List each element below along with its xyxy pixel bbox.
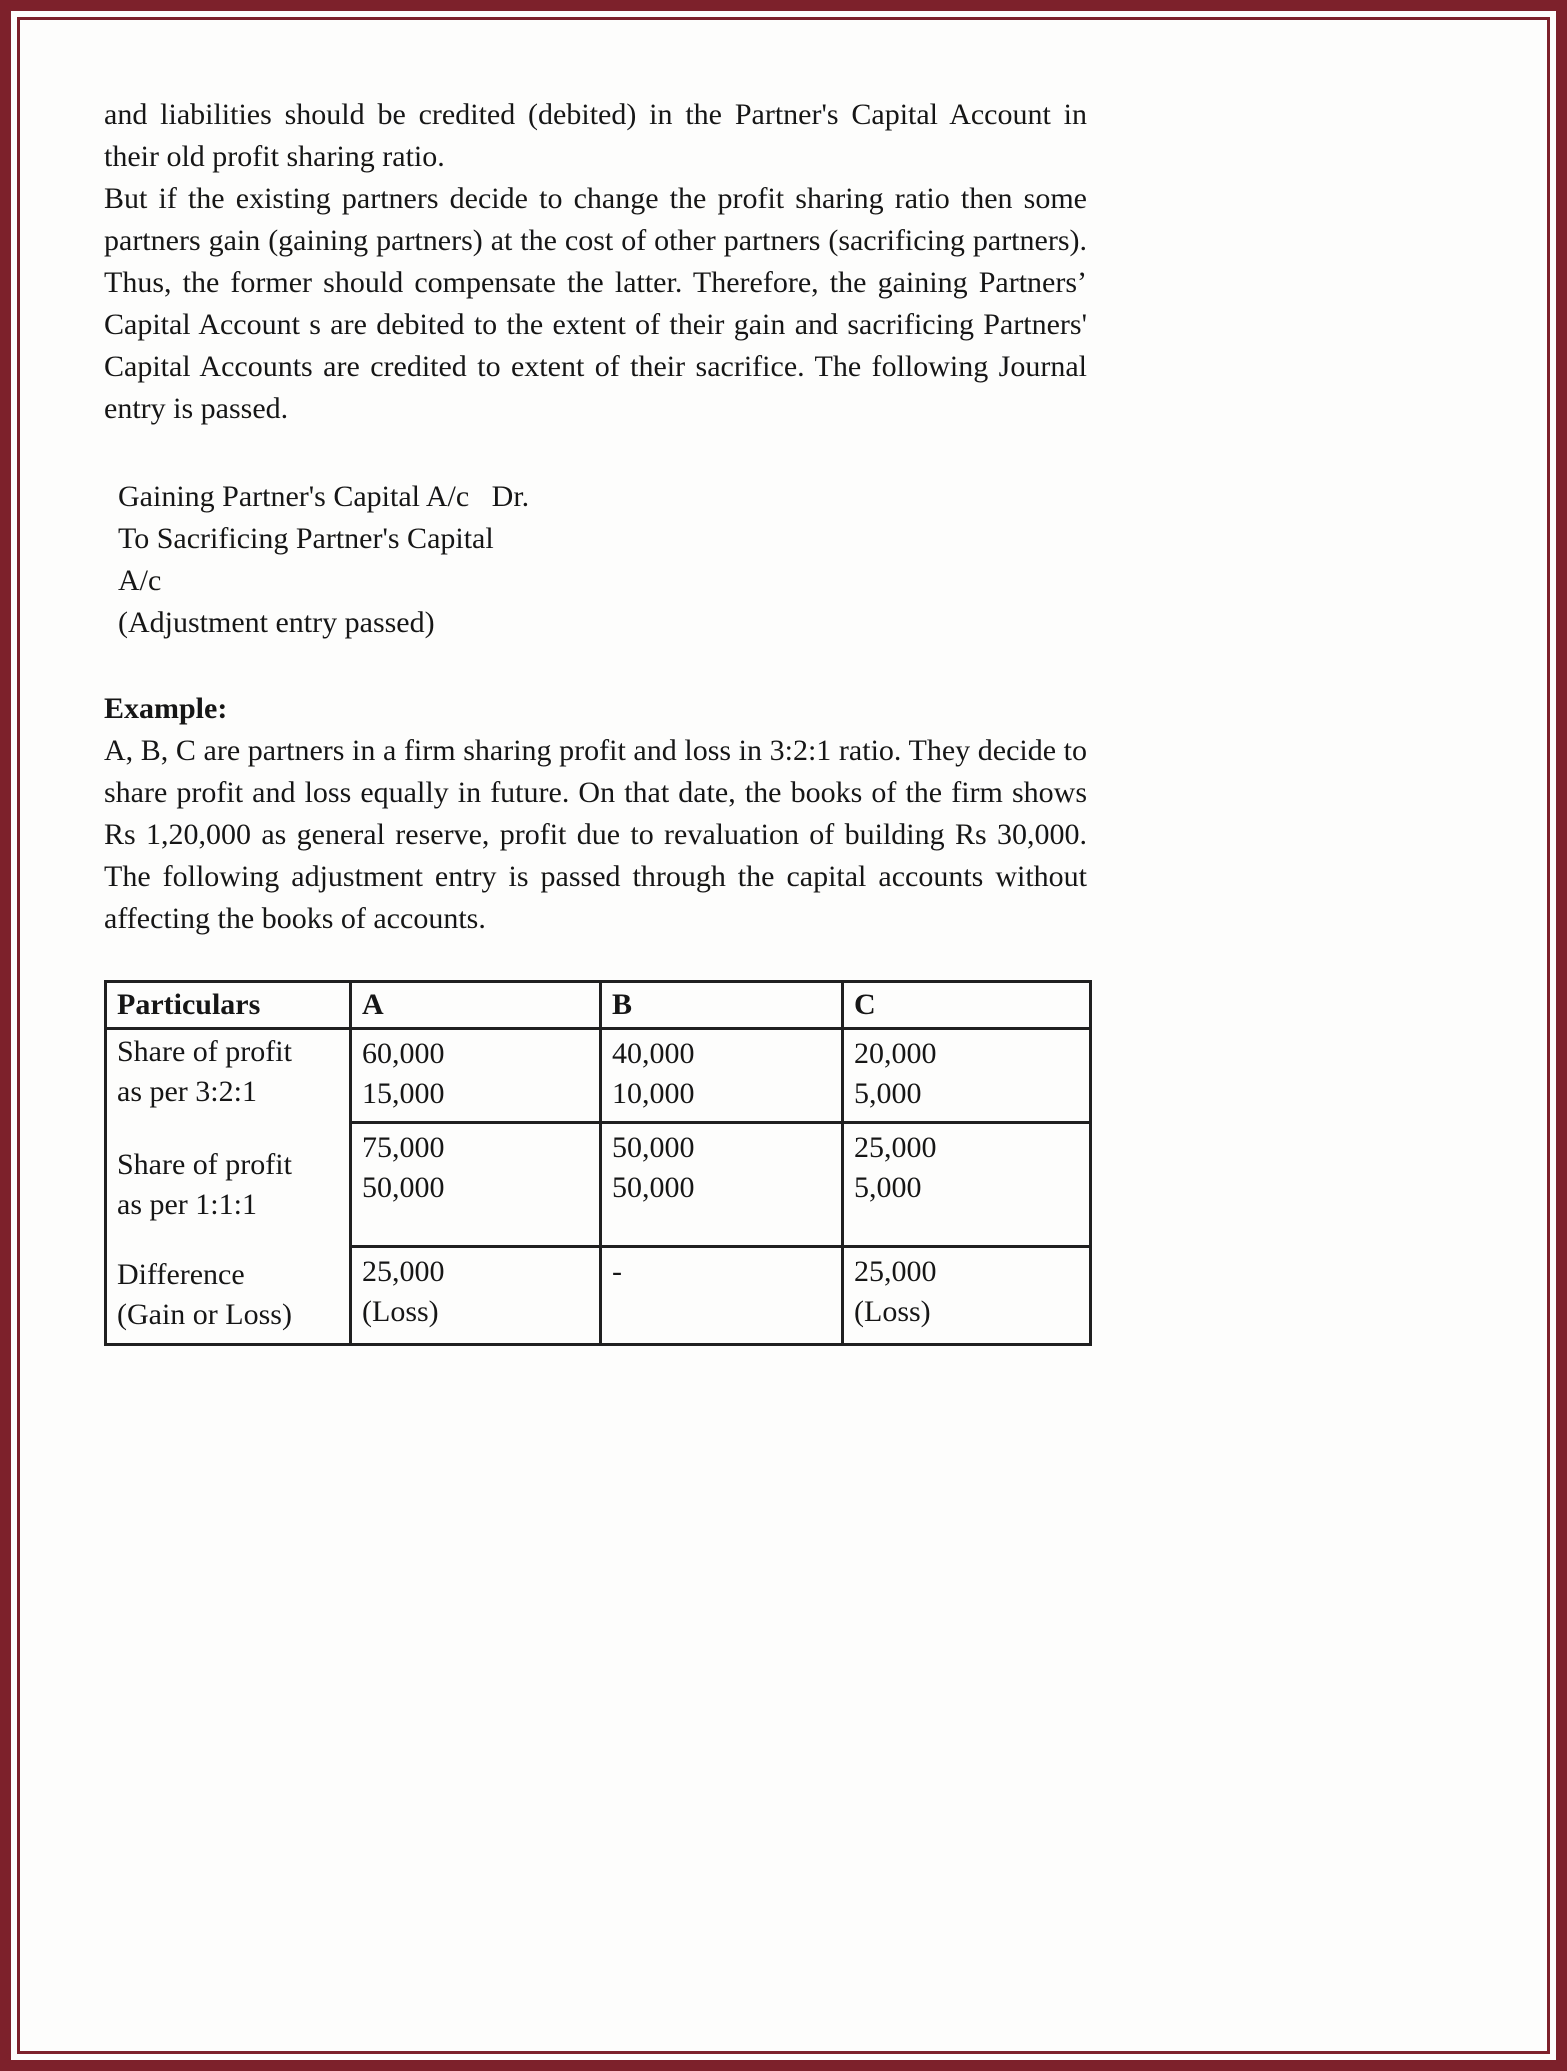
row-label xyxy=(106,1247,351,1345)
cell-value: 75,000 xyxy=(362,1131,445,1164)
cell-value: 50,000 xyxy=(612,1171,695,1204)
cell-value: 40,000 xyxy=(612,1037,695,1070)
cell-c xyxy=(843,1123,1091,1247)
cell-value: 60,000 xyxy=(362,1037,445,1070)
cell-b xyxy=(601,1123,843,1247)
cell-value: (Loss) xyxy=(854,1295,931,1328)
journal-line-narration: (Adjustment entry passed) xyxy=(118,606,435,639)
row-label xyxy=(106,1123,351,1247)
page-content xyxy=(104,94,1087,1346)
example-paragraph: A, B, C are partners in a firm sharing profit and loss in 3:2:1 ratio. They decide to share profit and loss equally in future. On that date, the books of the firm shows Rs 1,20,000 as general reserve, profit due to revaluation of building Rs 30,000. The following adjustment entry is passed through the capital accounts without affecting the books of accounts. xyxy=(104,734,1087,935)
row-label-line: as per 3:2:1 xyxy=(117,1075,257,1108)
table-header-row xyxy=(106,982,1091,1029)
cell-value: 15,000 xyxy=(362,1077,445,1110)
cell-a xyxy=(351,1247,601,1345)
cell-a xyxy=(351,1029,601,1123)
cell-value: 25,000 xyxy=(854,1131,937,1164)
journal-line-credit: To Sacrificing Partner's Capital xyxy=(118,522,494,555)
table-row-share-3-2-1 xyxy=(106,1029,1091,1123)
table-row-difference xyxy=(106,1247,1091,1345)
cell-value: 20,000 xyxy=(854,1037,937,1070)
row-label xyxy=(106,1029,351,1123)
column-header-b: B xyxy=(601,982,843,1029)
example-heading: Example: xyxy=(104,692,228,725)
cell-c xyxy=(843,1029,1091,1123)
journal-line-credit-continued: A/c xyxy=(118,564,162,597)
row-label-line: Share of profit xyxy=(117,1035,292,1068)
cell-b xyxy=(601,1247,843,1345)
row-label-line: (Gain or Loss) xyxy=(117,1297,292,1331)
column-header-particulars: Particulars xyxy=(106,982,351,1029)
cell-b xyxy=(601,1029,843,1123)
row-label-line: Share of profit xyxy=(117,1147,292,1181)
cell-value: 5,000 xyxy=(854,1171,922,1204)
cell-value: 25,000 xyxy=(854,1255,937,1288)
adjustment-table xyxy=(104,980,1092,1346)
row-label-line: Difference xyxy=(117,1257,245,1291)
cell-value: 5,000 xyxy=(854,1077,922,1110)
cell-a xyxy=(351,1123,601,1247)
table-row-share-1-1-1 xyxy=(106,1123,1091,1247)
column-header-a: A xyxy=(351,982,601,1029)
paragraph-profit-sharing: But if the existing partners decide to change the profit sharing ratio then some partners gain (gaining partners) at the cost of other partners (sacrificing partners). Thus, the former should compensate the latter. Therefore, the gaining Partners’ Capital Account s are debited to the extent of their gain and sacrificing Partners' Capital Accounts are credited to extent of their sacrifice. The following Journal entry is passed. xyxy=(104,182,1087,425)
cell-value: 50,000 xyxy=(362,1171,445,1204)
paragraph-liabilities: and liabilities should be credited (debited) in the Partner's Capital Account in their old profit sharing ratio. xyxy=(104,98,1087,173)
journal-entry-block xyxy=(118,476,1087,644)
cell-value: - xyxy=(612,1255,622,1288)
cell-value: 10,000 xyxy=(612,1077,695,1110)
cell-value: (Loss) xyxy=(362,1295,439,1328)
cell-value: 50,000 xyxy=(612,1131,695,1164)
column-header-c: C xyxy=(843,982,1091,1029)
cell-value: 25,000 xyxy=(362,1255,445,1288)
journal-line-debit: Gaining Partner's Capital A/c Dr. xyxy=(118,480,530,513)
cell-c xyxy=(843,1247,1091,1345)
row-label-line: as per 1:1:1 xyxy=(117,1187,257,1221)
